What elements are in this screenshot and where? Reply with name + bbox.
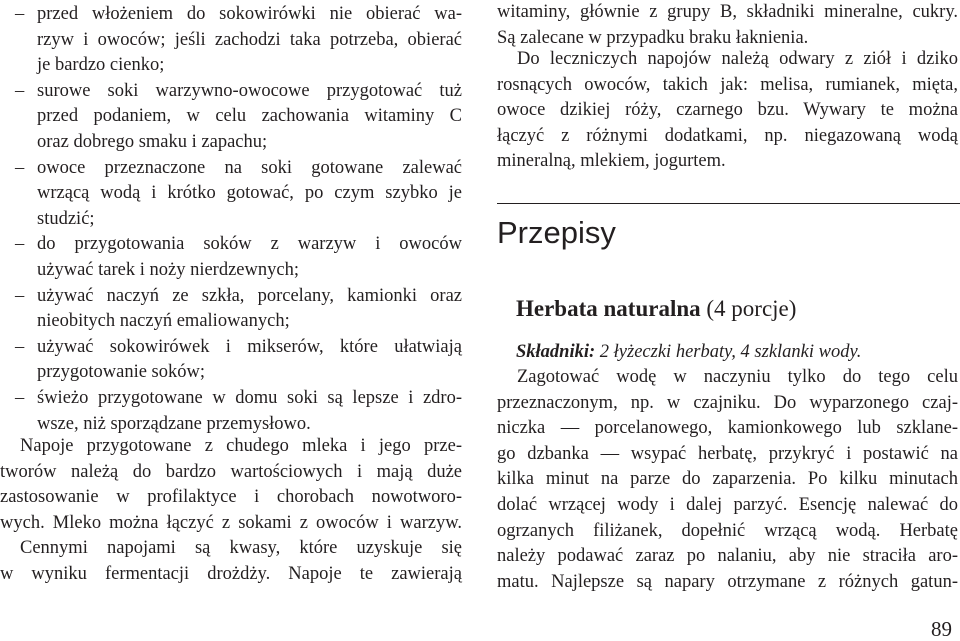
bullet-dash: – <box>15 387 25 408</box>
text-line: go dzbanka — wsypać herbatę, przykryć i postawić na <box>497 443 958 464</box>
bullet-list <box>0 2 462 437</box>
paragraph <box>497 47 958 175</box>
text-line: wrzącą wodą i krótko gotować, po czym szybko je <box>37 183 462 204</box>
list-item <box>0 284 462 335</box>
list-item <box>0 79 462 156</box>
text-line: nieobitych naczyń emaliowanych; <box>37 311 290 332</box>
text-line: należy podawać zaraz po nalaniu, aby nie straciła aro- <box>497 546 958 567</box>
text-line: świeżo przygotowane w domu soki są lepsze i zdro- <box>37 387 462 408</box>
text-line: tworów należą do bardzo wartościowych i mają duże <box>0 461 462 482</box>
ingredients-label: Składniki: <box>516 342 596 362</box>
text-line: do przygotowania soków z warzyw i owoców <box>37 234 462 255</box>
paragraph <box>0 434 462 588</box>
list-item <box>0 232 462 283</box>
list-item <box>0 335 462 386</box>
section-title: Przepisy <box>497 215 616 250</box>
section-divider <box>497 203 960 204</box>
text-line: mineralną, mlekiem, jogurtem. <box>497 151 726 172</box>
text-line: niczka — porcelanowego, kamionkowego lub szklane- <box>497 418 958 439</box>
text-line: surowe soki warzywno-owocowe przygotować tuż <box>37 80 462 101</box>
text-line: wsze, niż sporządzane przemysłowo. <box>37 413 311 434</box>
text-line: matu. Najlepsze są napary otrzymane z różnych gatun- <box>497 571 958 592</box>
left-column <box>0 0 462 584</box>
ingredients-line <box>516 340 861 366</box>
list-item <box>0 386 462 437</box>
text-line: Napoje przygotowane z chudego mleka i jego prze- <box>20 436 462 456</box>
bullet-dash: – <box>15 80 25 101</box>
recipe-instructions <box>497 365 958 595</box>
text-line: Do leczniczych napojów należą odwary z ziół i dziko <box>517 49 958 69</box>
text-line: w wyniku fermentacji drożdży. Napoje te zawierają <box>0 563 462 584</box>
page-number: 89 <box>931 617 952 641</box>
text-line: ogrzanych filiżanek, dopełnić wrzącą wodą. Herbatę <box>497 520 958 541</box>
text-line: je bardzo cienko; <box>37 55 165 76</box>
text-line: używać tarek i noży nierdzewnych; <box>37 259 299 280</box>
ingredients-text: 2 łyżeczki herbaty, 4 szklanki wody. <box>595 342 862 362</box>
text-line: przeznaczonym, np. w czajniku. Do wyparzonego czaj- <box>497 392 958 413</box>
list-item <box>0 2 462 79</box>
bullet-dash: – <box>15 336 25 357</box>
text-line: łączyć z różnymi dodatkami, np. niegazowaną wodą <box>497 125 958 146</box>
text-line: Są zalecane w przypadku braku łaknienia. <box>497 27 809 48</box>
text-line: dolać wrzącej wody i dalej parzyć. Esencję nalewać do <box>497 494 958 515</box>
recipe-title <box>516 294 796 324</box>
text-line: owoce przeznaczone na soki gotowane zalewać <box>37 157 462 178</box>
text-line: kilka minut na parze do zaparzenia. Po kilku minutach <box>497 469 958 490</box>
list-item <box>0 156 462 233</box>
text-line: witaminy, głównie z grupy B, składniki mineralne, cukry. <box>497 2 958 22</box>
text-line: owoce dzikiej róży, czarnego bzu. Wywary te można <box>497 100 958 121</box>
bullet-dash: – <box>15 157 25 178</box>
text-line: studzić; <box>37 208 95 229</box>
text-line: Cennymi napojami są kwasy, które uzyskuje się <box>20 538 462 559</box>
text-line: przygotowanie soków; <box>37 362 206 383</box>
text-line: zastosowanie w profilaktyce i chorobach nowotworo- <box>0 487 462 508</box>
text-line: używać naczyń ze szkła, porcelany, kamionki oraz <box>37 285 462 306</box>
paragraph <box>497 0 958 51</box>
text-line: używać sokowirówek i mikserów, które ułatwiają <box>37 336 462 357</box>
text-line: rzyw i owoców; jeśli zachodzi taka potrzeba, obierać <box>37 29 462 50</box>
recipe-title-portions: (4 porcje) <box>700 296 797 321</box>
text-line: oraz dobrego smaku i zapachu; <box>37 131 268 152</box>
text-line: przed włożeniem do sokowirówki nie obierać wa- <box>37 4 462 24</box>
text-line: przed podaniem, w celu zachowania witaminy C <box>37 106 462 127</box>
recipe-title-name: Herbata naturalna <box>516 296 701 321</box>
text-line: wych. Mleko można łączyć z sokami z owoców i warzyw. <box>0 512 462 533</box>
text-line: rosnących owoców, takich jak: melisa, rumianek, mięta, <box>497 74 958 95</box>
bullet-dash: – <box>15 285 25 306</box>
bullet-dash: – <box>15 234 25 255</box>
bullet-dash: – <box>15 4 25 24</box>
text-line: Zagotować wodę w naczyniu tylko do tego celu <box>517 367 958 387</box>
